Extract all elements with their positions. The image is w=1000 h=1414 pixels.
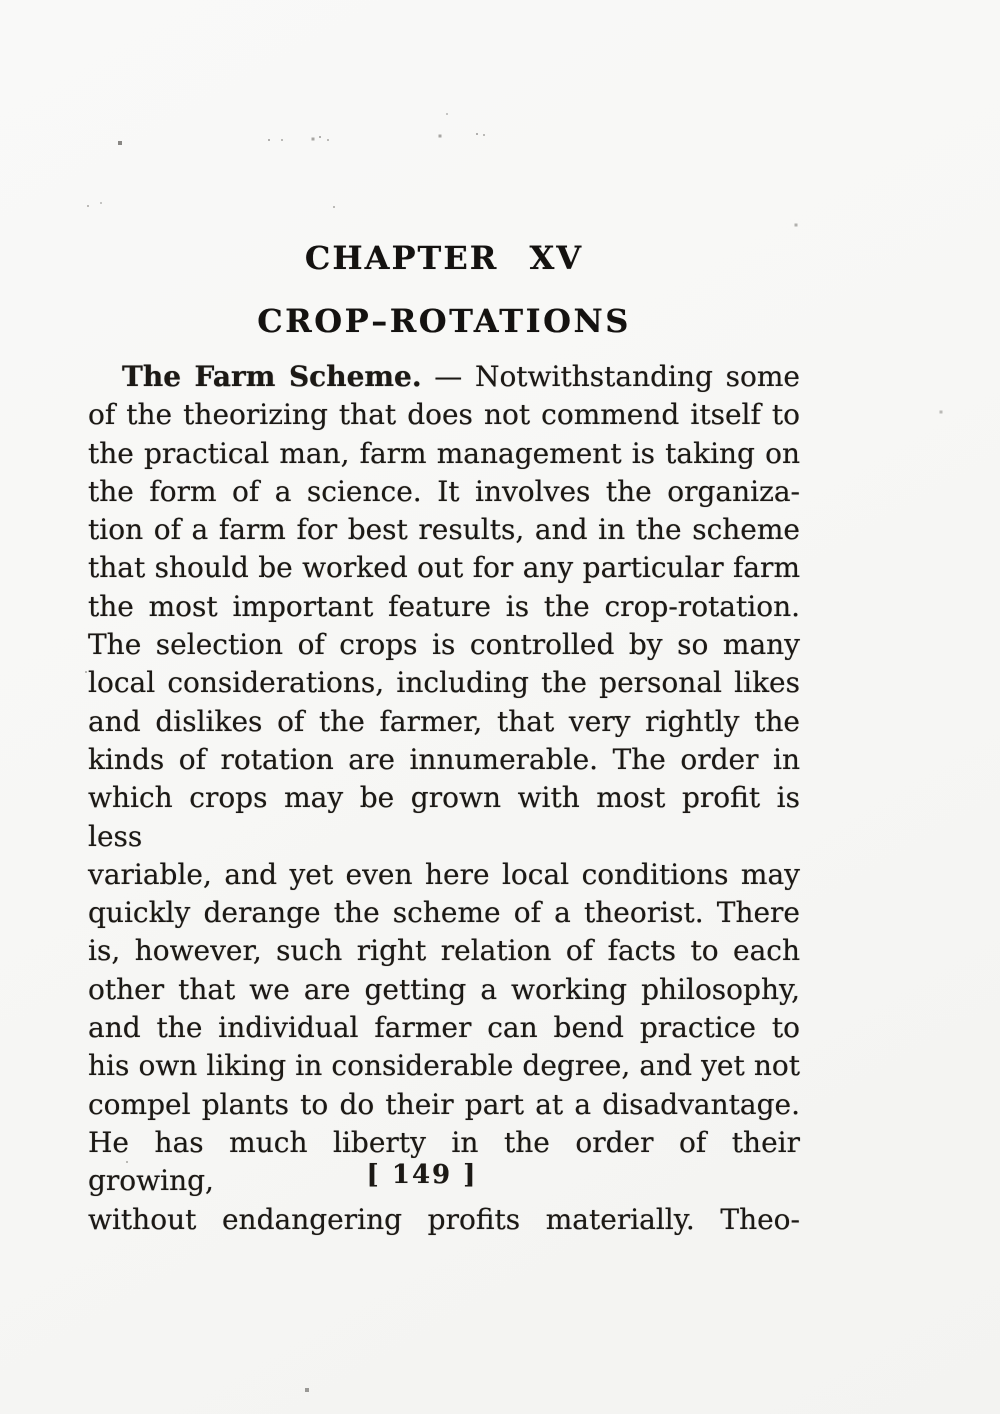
body-line: without endangering profits materially. Theo-	[88, 1202, 800, 1236]
body-line: the form of a science. It involves the organiza-	[88, 474, 800, 508]
body-line: He has much liberty in the order of their growing,	[88, 1125, 800, 1198]
paragraph-lead-rest: — Notwithstanding some	[421, 360, 800, 393]
body-line: other that we are getting a working philosophy,	[88, 972, 800, 1006]
body-line: the most important feature is the crop-rotation.	[88, 589, 800, 623]
body-line: the practical man, farm management is taking on	[88, 436, 800, 470]
body-line: local considerations, including the personal likes	[88, 666, 800, 700]
body-line: The selection of crops is controlled by so many	[88, 628, 800, 662]
paragraph	[88, 358, 800, 1239]
body-line: which crops may be grown with most profit is less	[88, 781, 800, 853]
page-number: [ 149 ]	[366, 1160, 478, 1190]
chapter-heading: CHAPTER XV	[304, 239, 584, 277]
body-line	[88, 358, 800, 396]
scan-specks	[0, 0, 2, 2]
body-line: tion of a farm for best results, and in the scheme	[88, 513, 800, 547]
body-line: his own liking in considerable degree, and yet not	[88, 1049, 800, 1083]
paragraph-lead: The Farm Scheme.	[122, 360, 422, 393]
body-line: that should be worked out for any particular farm	[88, 551, 800, 585]
body-line: compel plants to do their part at a disadvantage.	[88, 1087, 800, 1121]
section-title: CROP–ROTATIONS	[257, 302, 631, 340]
body-line: and dislikes of the farmer, that very rightly the	[88, 704, 800, 738]
body-line: and the individual farmer can bend practice to	[88, 1011, 800, 1045]
body-line: of the theorizing that does not commend itself to	[88, 398, 800, 432]
body-line: variable, and yet even here local conditions may	[88, 857, 800, 891]
body-line: is, however, such right relation of facts to each	[88, 934, 800, 968]
body-line: quickly derange the scheme of a theorist. There	[88, 896, 800, 930]
body-line: kinds of rotation are innumerable. The order in	[88, 742, 800, 776]
